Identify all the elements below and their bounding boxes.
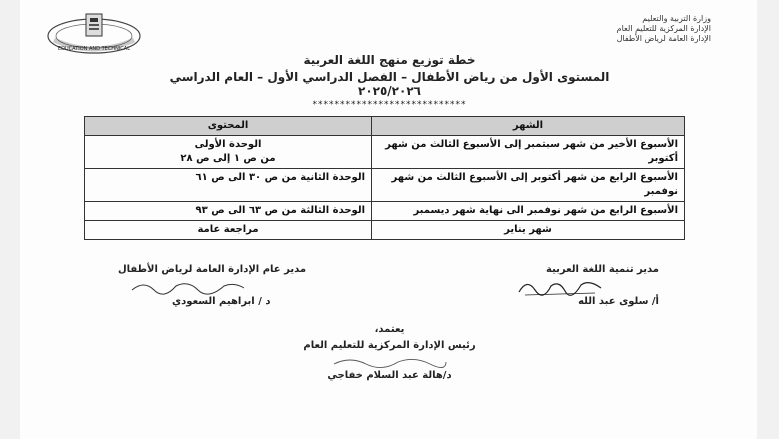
month-cell: شهر يناير <box>372 221 685 240</box>
approval-label: يعتمد، <box>374 324 405 335</box>
month-header: الشهر <box>372 117 685 136</box>
table-row <box>85 169 685 202</box>
content-header: المحتوى <box>85 117 372 136</box>
content-cell: مراجعة عامة <box>85 221 372 240</box>
content-cell <box>85 136 372 169</box>
plan-subtitle: المستوى الأول من رياض الأطفال – الفصل الدراسي الأول – العام الدراسي <box>169 70 610 84</box>
approver-name: د/هالة عبد السلام خفاجي <box>327 370 452 381</box>
right-signature <box>515 276 605 298</box>
plan-title: خطة توزيع منهج اللغة العربية <box>303 53 476 67</box>
curriculum-table <box>84 116 685 240</box>
ministry-line: الإدارة المركزية للتعليم العام <box>616 24 711 33</box>
content-cell: الوحدة الثانية من ص ٣٠ الى ص ٦١ <box>85 169 372 202</box>
academic-year: ٢٠٢٥/٢٠٢٦ <box>358 84 421 98</box>
logo-text: EDUCATION AND TECHNICAL <box>58 46 130 52</box>
ministry-line: وزارة التربية والتعليم <box>642 14 711 23</box>
table-row <box>85 202 685 221</box>
left-signature <box>128 278 248 296</box>
approver-title: رئيس الإدارة المركزية للتعليم العام <box>303 340 476 351</box>
ministry-line: الإدارة العامة لرياض الأطفال <box>616 34 711 43</box>
month-cell: الأسبوع الرابع من شهر أكتوبر إلى الأسبوع الثالث من شهر نوفمبر <box>372 169 685 202</box>
stars-divider: **************************** <box>312 100 467 110</box>
content-cell: الوحدة الثالثة من ص ٦٣ الى ص ٩٣ <box>85 202 372 221</box>
approval-stamp <box>330 354 450 370</box>
month-cell: الأسبوع الأخير من شهر سبتمبر إلى الأسبوع الثالث من شهر أكتوبر <box>372 136 685 169</box>
content-title: الوحدة الأولى <box>194 139 262 150</box>
left-signer-name: د / ابراهيم السعودي <box>172 296 271 307</box>
month-cell: الأسبوع الرابع من شهر نوفمبر الى نهاية شهر ديسمبر <box>372 202 685 221</box>
table-row <box>85 136 685 169</box>
ministry-header <box>617 14 711 44</box>
content-pages: من ص ١ إلى ص ٢٨ <box>180 153 276 164</box>
right-signer-name: أ/ سلوى عبد الله <box>578 296 659 307</box>
arabic-development-director-title: مدير تنمية اللغة العربية <box>546 264 659 275</box>
table-row <box>85 221 685 240</box>
kindergarten-director-general-title: مدير عام الإدارة العامة لرياض الأطفال <box>118 264 307 275</box>
table-header-row <box>85 117 685 136</box>
ministry-logo <box>46 10 142 54</box>
